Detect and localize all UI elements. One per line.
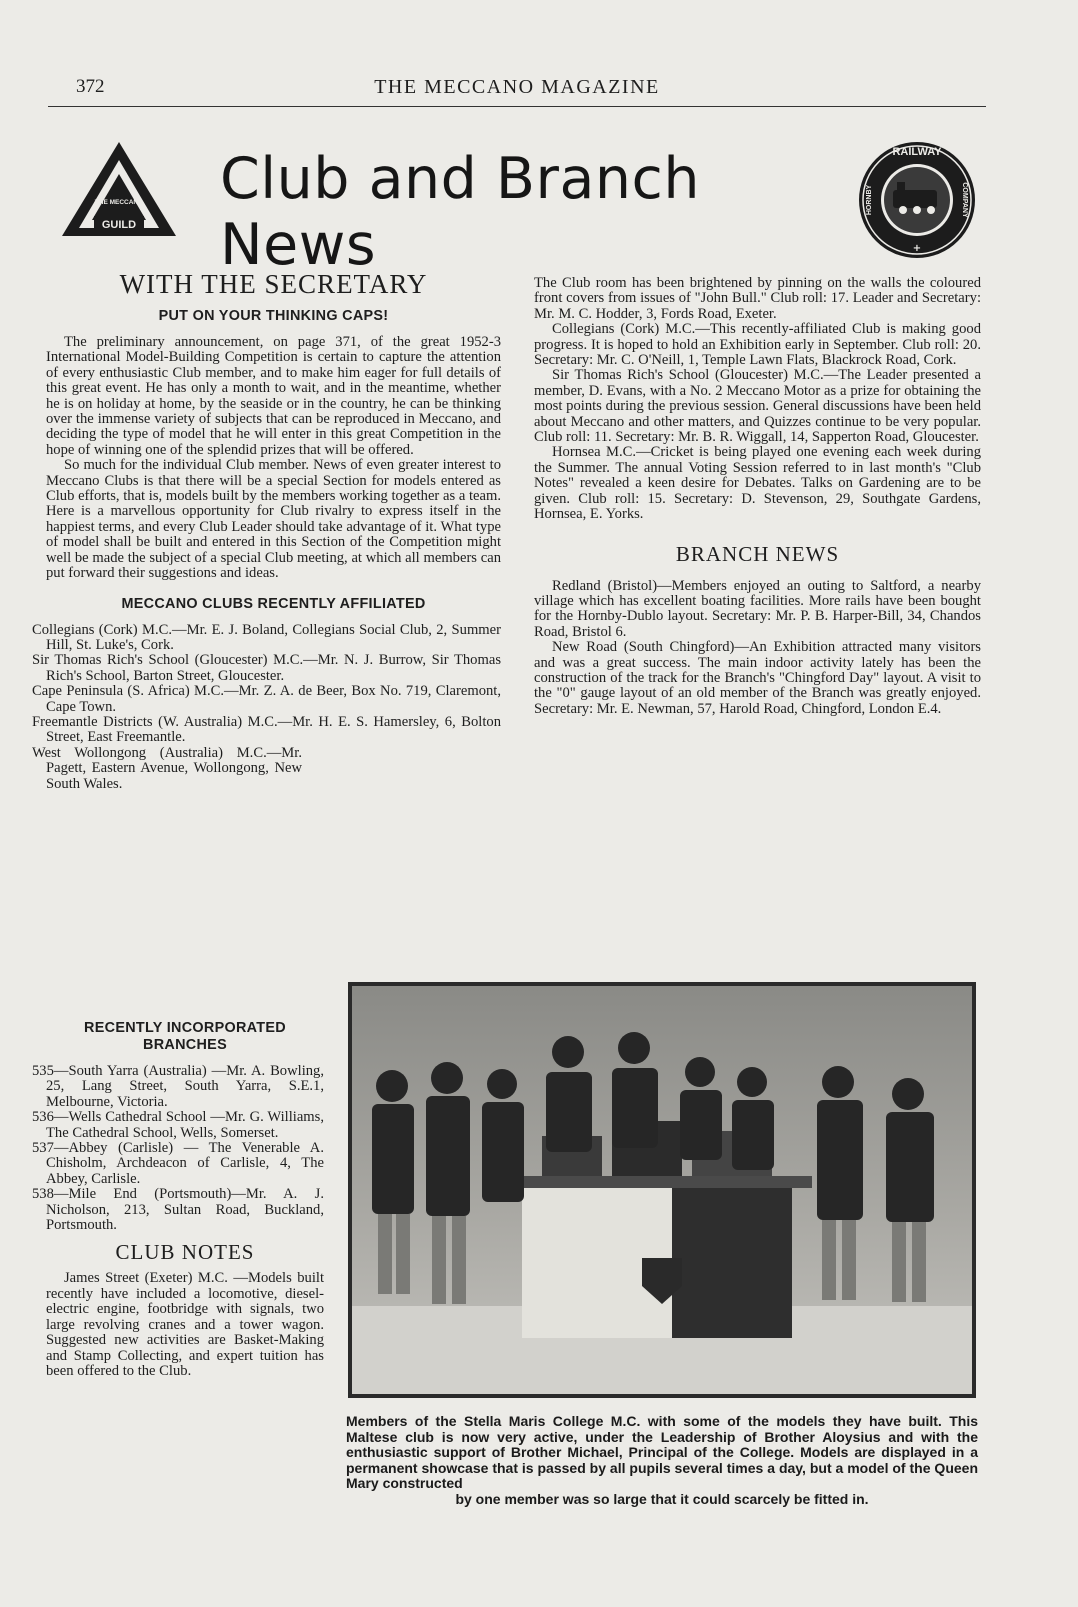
club-note: Sir Thomas Rich's School (Gloucester) M.C.—The Leader presented a member, D. Evans, with a No. 2 Meccano Motor as a prize for obtaining the most points during the previous session. General discussions have been held about Meccano and other matters, and Quizzes continue to be very popular. Club roll: 11. Secretary: Mr. B. R. Wiggall, 14, Sapperton Road, Gloucester.	[534, 367, 981, 446]
svg-text:RAILWAY: RAILWAY	[892, 146, 942, 158]
club-note: Collegians (Cork) M.C.—This recently-affiliated Club is making good progress. It is hoped to hold an Exhibition early in September. Club roll: 20. Secretary: Mr. C. O'Neill, 1, Temple Lawn Flats, Blackrock Road, Cork.	[534, 321, 981, 369]
incorporated-entry: 536—Wells Cathedral School —Mr. G. Williams, The Cathedral School, Wells, Somerset.	[32, 1109, 324, 1141]
club-group-photo	[348, 982, 976, 1398]
affiliated-entry: West Wollongong (Australia) M.C.—Mr. Pagett, Eastern Avenue, Wollongong, New South Wales.	[32, 744, 302, 792]
caption-last-line: by one member was so large that it could scarcely be fitted in.	[455, 1490, 869, 1507]
affiliated-entry: Collegians (Cork) M.C.—Mr. E. J. Boland, Collegians Social Club, 2, Summer Hill, St. Luke's, Cork.	[32, 621, 501, 653]
incorporated-entry: 538—Mile End (Portsmouth)—Mr. A. J. Nicholson, 213, Sultan Road, Buckland, Portsmouth.	[32, 1186, 324, 1234]
svg-text:GUILD: GUILD	[101, 219, 137, 231]
svg-text:HORNBY: HORNBY	[866, 184, 873, 216]
secretary-paragraph: The preliminary announcement, on page 371, of the great 1952-3 International Model-Building Competition is certain to capture the attention of every enthusiastic Club member, and to make him eager for full details of this great event. He has only a month to wait, and in the meantime, whether he is on holiday at home, by the seaside or in the country, he can be thinking over the immense variety of subjects that can be reproduced in Meccano, and deciding the type of model that he will enter in this great Competition in the hope of winning one of the splendid prizes that will be offered.	[46, 334, 501, 458]
photo-image	[352, 986, 972, 1394]
branch-note: New Road (South Chingford)—An Exhibition attracted many visitors and was a great success. The main indoor activity lately has been the construction of the track for the Branch's "Chingford Day" layout. A visit to the "0" gauge layout of an old member of the Branch was greatly enjoyed. Secretary: Mr. E. Newman, 57, Harold Road, Chingford, London E.4.	[534, 639, 981, 717]
club-note: The Club room has been brightened by pinning on the walls the coloured front covers from issues of "John Bull." Club roll: 17. Leader and Secretary: Mr. M. C. Hodder, 3, Fords Road, Exeter.	[534, 275, 981, 322]
club-note: Hornsea M.C.—Cricket is being played one evening each week during the Summer. The annual Voting Session referred to in last month's "Club Notes" revealed a keen desire for Debates. Talks on Gardening are to be given. Club roll: 15. Secretary: D. Stevenson, 29, Southgate Gardens, Hornsea, E. Yorks.	[534, 444, 981, 523]
page-title: Club and Branch News	[220, 146, 700, 278]
left-column	[32, 268, 501, 792]
affiliated-heading: MECCANO CLUBS RECENTLY AFFILIATED	[121, 595, 426, 612]
affiliated-entry: Cape Peninsula (S. Africa) M.C.—Mr. Z. A. de Beer, Box No. 719, Claremont, Cape Town.	[32, 683, 501, 715]
secretary-heading: WITH THE SECRETARY	[119, 269, 428, 299]
affiliated-entry: Freemantle Districts (W. Australia) M.C.—Mr. H. E. S. Hamersley, 6, Bolton Street, East Freemantle.	[32, 713, 501, 746]
photo-caption	[346, 1414, 978, 1508]
thinking-caps-subheading: PUT ON YOUR THINKING CAPS!	[158, 308, 389, 324]
narrow-column	[32, 1020, 324, 1379]
branch-note: Redland (Bristol)—Members enjoyed an outing to Saltford, a nearby village which has excellent boating facilities. More rails have been bought for the Hornby-Dublo layout. Secretary: Mr. P. B. Harper-Bill, 34, Chandos Road, Bristol 6.	[534, 577, 981, 640]
magazine-title: THE MECCANO MAGAZINE	[374, 76, 660, 98]
right-column	[534, 276, 981, 717]
meccano-guild-logo	[58, 138, 180, 240]
hornby-railway-company-logo	[853, 138, 981, 262]
running-head	[48, 76, 986, 107]
club-notes-heading: CLUB NOTES	[115, 1240, 255, 1265]
svg-text:+: +	[912, 243, 922, 254]
branch-news-heading: BRANCH NEWS	[675, 541, 840, 566]
secretary-paragraph: So much for the individual Club member. News of even greater interest to Meccano Clubs is that there will be a special Section for models entered as Club efforts, that is, models built by the members working together as a team. Here is a marvellous opportunity for Club rivalry to express itself in the happiest terms, and every Club Leader should take advantage of it. What type of model shall be built and entered in this Section of the Competition might well be made the subject of a special Club meeting, at which all members can put forward their suggestions and ideas.	[46, 457, 501, 582]
svg-text:COMPANY: COMPANY	[961, 182, 968, 218]
svg-text:THE MECCANO: THE MECCANO	[94, 199, 144, 206]
caption-text: Members of the Stella Maris College M.C. with some of the models they have built. This Maltese club is now very active, under the Leadership of Brother Aloysius and with the enthusiastic support of Brother Michael, Principal of the College. Models are displayed in a permanent showcase that is passed by all pupils several times a day, but a model of the Queen Mary constructed	[346, 1413, 978, 1492]
incorporated-entry: 537—Abbey (Carlisle) — The Venerable A. Chisholm, Archdeacon of Carlisle, 4, The Abbey, Carlisle.	[32, 1140, 324, 1187]
incorporated-entry: 535—South Yarra (Australia) —Mr. A. Bowling, 25, Lang Street, South Yarra, S.E.1, Melbourne, Victoria.	[32, 1063, 324, 1110]
page-number: 372	[76, 76, 105, 97]
club-note: James Street (Exeter) M.C. —Models built recently have included a locomotive, diesel-electric engine, footbridge with signals, two large revolving cranes and a tower wagon. Suggested new activities are Basket-Making and Stamp Collecting, and expert tuition has been offered to the Club.	[46, 1270, 324, 1379]
affiliated-entry: Sir Thomas Rich's School (Gloucester) M.C.—Mr. N. J. Burrow, Sir Thomas Rich's School, Barton Street, Gloucester.	[32, 652, 501, 684]
incorporated-heading: RECENTLY INCORPORATED BRANCHES	[84, 1020, 286, 1053]
